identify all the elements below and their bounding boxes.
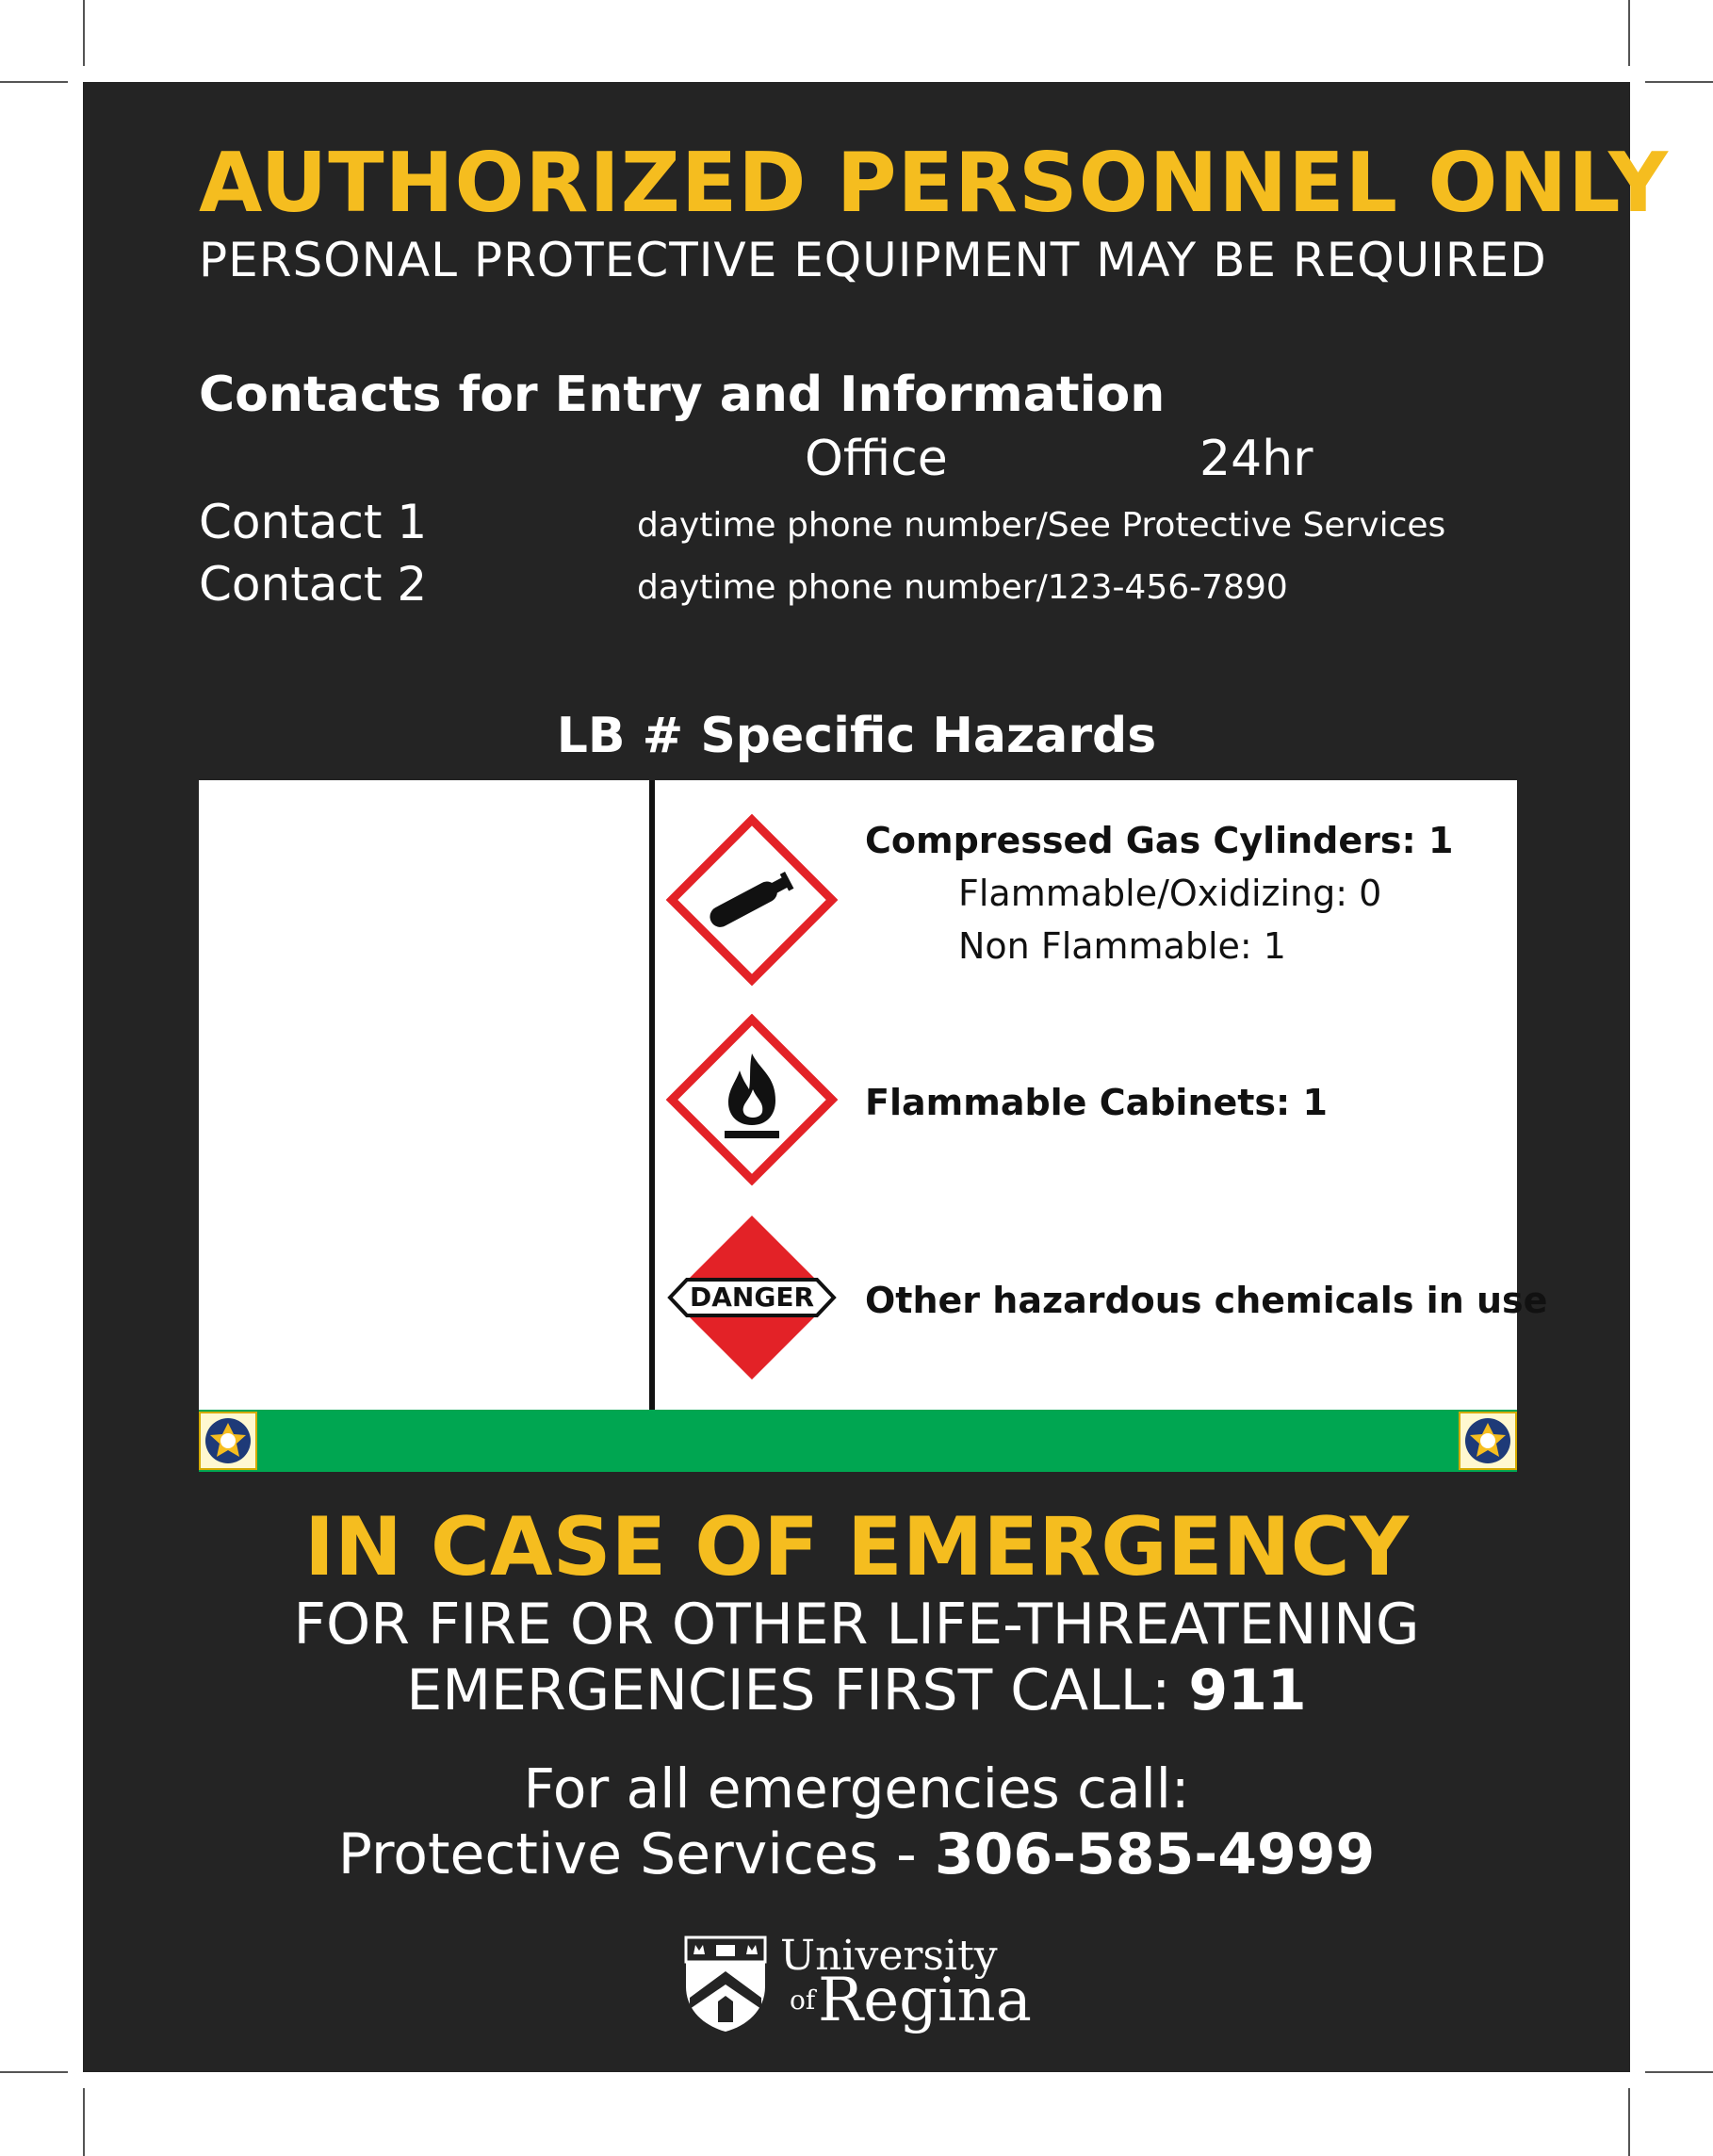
logo-regina-text: Regina	[818, 1966, 1032, 2035]
danger-label: DANGER	[689, 1282, 814, 1313]
compressed-gas-flammable: Flammable/Oxidizing: 0	[958, 873, 1382, 914]
all-emergencies-line: For all emergencies call:	[523, 1756, 1190, 1821]
poster	[83, 82, 1670, 2072]
logo-university-text: University	[780, 1932, 998, 1980]
university-crest-icon	[682, 1934, 769, 2034]
crop-mark	[0, 81, 68, 83]
crop-mark	[83, 0, 85, 66]
fire-shield-icon	[1460, 1413, 1515, 1468]
flammable-cabinets-title: Flammable Cabinets: 1	[865, 1082, 1328, 1123]
protective-services-number: 306-585-4999	[934, 1821, 1376, 1887]
protective-services-line	[83, 1821, 1630, 1887]
protective-services-prefix: Protective Services -	[337, 1821, 935, 1887]
gas-cylinder-icon	[666, 814, 838, 986]
contact-1-value: daytime phone number/See Protective Services	[637, 506, 1446, 545]
office-column-header: Office	[805, 431, 948, 487]
24hr-column-header: 24hr	[1199, 431, 1313, 487]
fire-badge-left	[199, 1412, 257, 1470]
contact-1-name: Contact 1	[199, 495, 428, 549]
crop-mark	[83, 2088, 85, 2156]
emergency-number-911: 911	[1188, 1658, 1307, 1723]
contact-2-name: Contact 2	[199, 557, 428, 612]
crop-mark	[1628, 0, 1630, 66]
emergency-line-2	[83, 1658, 1630, 1723]
green-divider-bar	[199, 1410, 1517, 1472]
crop-mark	[1628, 2088, 1630, 2156]
contact-2-value: daytime phone number/123-456-7890	[637, 568, 1288, 607]
emergency-heading: IN CASE OF EMERGENCY	[303, 1500, 1409, 1594]
crop-mark	[1645, 2071, 1713, 2073]
emergency-line-1: FOR FIRE OR OTHER LIFE-THREATENING	[293, 1592, 1420, 1658]
crop-mark	[1645, 81, 1713, 83]
fire-badge-right	[1459, 1412, 1517, 1470]
page-title: AUTHORIZED PERSONNEL ONLY	[199, 135, 1670, 231]
compressed-gas-non-flammable: Non Flammable: 1	[958, 925, 1286, 967]
crop-mark	[0, 2071, 68, 2073]
flame-icon	[666, 1014, 838, 1185]
fire-shield-icon	[201, 1413, 255, 1468]
logo-of-text: of	[790, 1984, 816, 2016]
university-logo	[682, 1932, 1097, 2045]
emergency-line-2-prefix: EMERGENCIES FIRST CALL:	[406, 1658, 1189, 1723]
hazards-heading: LB # Specific Hazards	[556, 708, 1157, 764]
other-hazards-title: Other hazardous chemicals in use	[865, 1280, 1548, 1321]
compressed-gas-title: Compressed Gas Cylinders: 1	[865, 820, 1454, 861]
hazards-blank-area	[199, 780, 655, 1410]
page-subtitle: PERSONAL PROTECTIVE EQUIPMENT MAY BE REQUIRED	[199, 233, 1547, 287]
contacts-heading: Contacts for Entry and Information	[199, 367, 1166, 423]
hazards-panel	[199, 780, 1548, 1410]
